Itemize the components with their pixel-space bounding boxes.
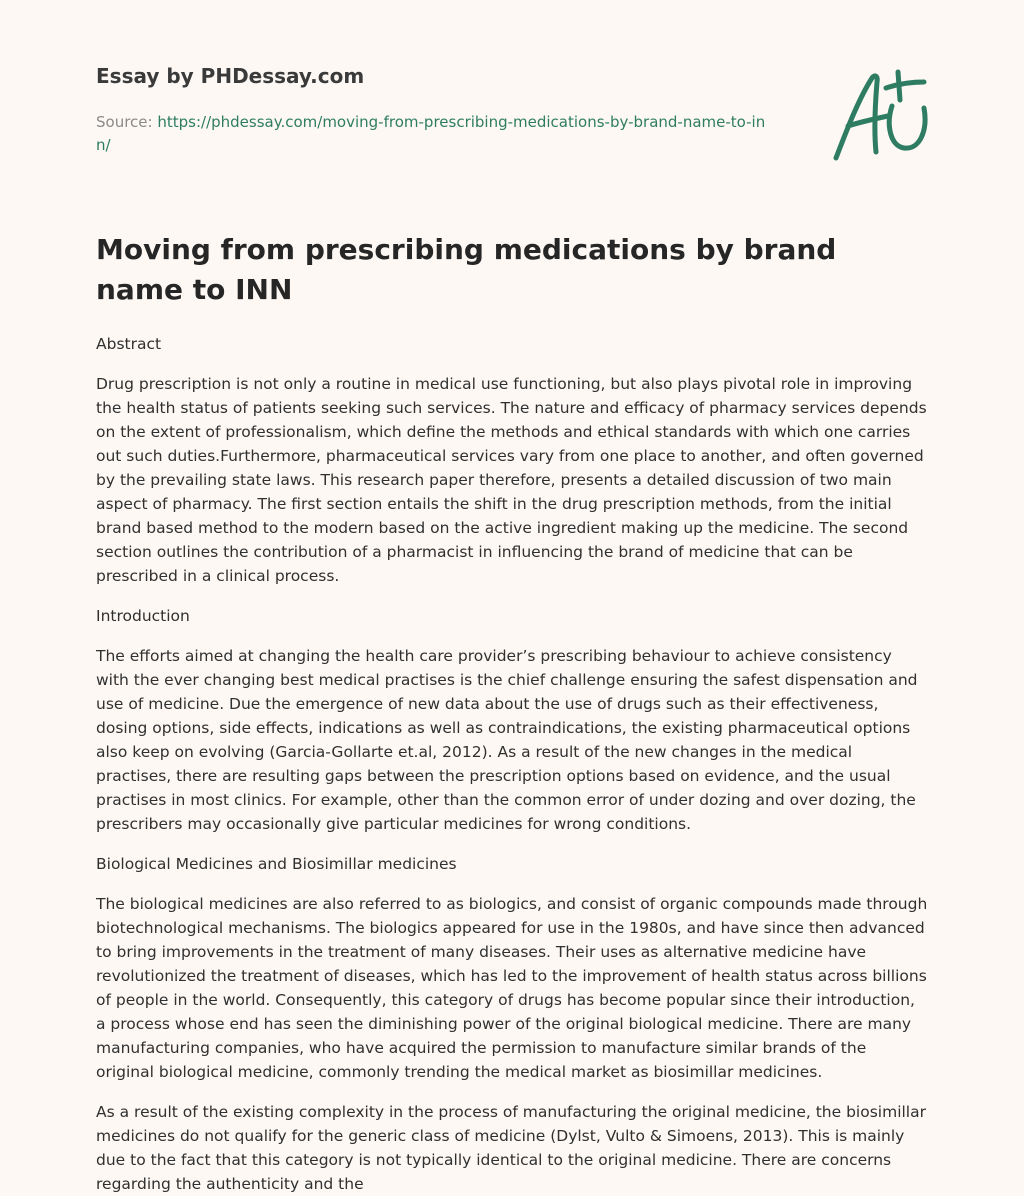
document-header xyxy=(96,0,928,200)
essay-title: Moving from prescribing medications by brand name to INN xyxy=(96,233,837,306)
section-heading-abstract: Abstract xyxy=(96,335,162,353)
a-plus-logo-icon xyxy=(828,66,932,166)
source-label: Source: xyxy=(96,113,153,131)
essay-body xyxy=(96,332,928,1196)
paragraph-biosimilar-complexity: As a result of the existing complexity in the process of manufacturing the original medicine, the biosimillar medicines do not qualify for the generic class of medicine (Dylst, Vulto & Simoens, 2013). This is mainly due to the fact that this category is not typically identical to the original medicine. There are concerns regarding the authenticity and the xyxy=(96,1103,926,1193)
source-link[interactable]: https://phdessay.com/moving-from-prescribing-medications-by-brand-name-to-inn/ xyxy=(96,113,766,154)
section-heading-introduction: Introduction xyxy=(96,607,190,625)
paragraph-introduction: The efforts aimed at changing the health care provider’s prescribing behaviour to achieve consistency with the ever changing best medical practises is the chief challenge ensuring the safest dispensation and use of medicine. Due the emergence of new data about the use of drugs such as their effectiveness, dosing options, side effects, indications as well as contraindications, the existing pharmaceutical options also keep on evolving (Garcia-Gollarte et.al, 2012). As a result of the new changes in the medical practises, there are resulting gaps between the prescription options based on evidence, and the usual practises in most clinics. For example, other than the common error of under dozing and over dozing, the prescribers may occasionally give particular medicines for wrong conditions. xyxy=(96,647,918,833)
site-title: Essay by PHDessay.com xyxy=(96,64,365,88)
paragraph-biological-medicines: The biological medicines are also referred to as biologics, and consist of organic compounds made through biotechnological mechanisms. The biologics appeared for use in the 1980s, and have since then advanced to bring improvements in the treatment of many diseases. Their uses as alternative medicine have revolutionized the treatment of diseases, which has led to the improvement of health status across billions of people in the world. Consequently, this category of drugs has become popular since their introduction, a process whose end has seen the diminishing power of the original biological medicine. There are many manufacturing companies, who have acquired the permission to manufacture similar brands of the original biological medicine, commonly trending the medical market as biosimillar medicines. xyxy=(96,895,928,1081)
paragraph-abstract: Drug prescription is not only a routine in medical use functioning, but also plays pivotal role in improving the health status of patients seeking such services. The nature and efficacy of pharmacy services depends on the extent of professionalism, which define the methods and ethical standards with which one carries out such duties.Furthermore, pharmaceutical services vary from one place to another, and often governed by the prevailing state laws. This research paper therefore, presents a detailed discussion of two main aspect of pharmacy. The first section entails the shift in the drug prescription methods, from the initial brand based method to the modern based on the active ingredient making up the medicine. The second section outlines the contribution of a pharmacist in influencing the brand of medicine that can be prescribed in a clinical process. xyxy=(96,375,927,585)
section-heading-biological-medicines: Biological Medicines and Biosimillar medicines xyxy=(96,855,457,873)
source-line xyxy=(96,111,776,157)
